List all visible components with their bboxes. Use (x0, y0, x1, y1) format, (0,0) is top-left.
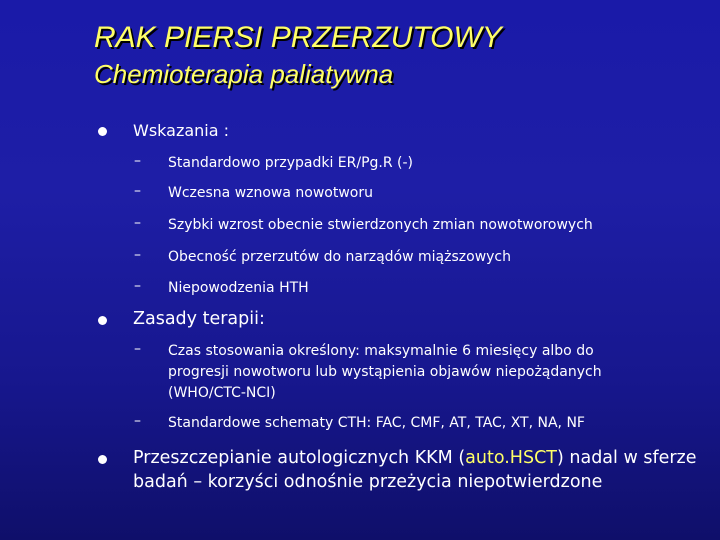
bullet-label-after: ) nadal w sferze (556, 448, 697, 468)
title-main: RAK PIERSI PRZERZUTOWY (94, 21, 502, 54)
dash-icon: – (134, 215, 141, 231)
dash-icon: – (134, 413, 141, 429)
dash-icon: – (134, 247, 141, 263)
list-item-text: Szybki wzrost obecnie stwierdzonych zmian nowotworowych (168, 217, 593, 233)
list-item-text: Standardowo przypadki ER/Pg.R (-) (168, 155, 414, 171)
dash-icon: – (134, 183, 141, 199)
list-item-text-line2: progresji nowotworu lub wystąpienia objawów niepożądanych (168, 364, 602, 380)
bullet-label: Zasady terapii: (133, 309, 265, 329)
dash-icon: – (134, 341, 141, 357)
title-subtitle: Chemioterapia paliatywna (94, 59, 394, 89)
bullet-dot-icon (98, 316, 107, 325)
dash-icon: – (134, 278, 141, 294)
list-item-text-line3: (WHO/CTC-NCI) (168, 385, 276, 401)
list-item-text: Obecność przerzutów do narządów miąższowych (168, 249, 511, 265)
list-item-text: Niepowodzenia HTH (168, 280, 309, 296)
bullet-label: Wskazania : (133, 121, 230, 140)
bullet-dot-icon (98, 127, 107, 136)
bullet-label-line1 (133, 446, 697, 470)
bullet-dot-icon (98, 455, 107, 464)
bullet-label-before: Przeszczepianie autologicznych KKM ( (133, 448, 466, 468)
list-item-text: Standardowe schematy CTH: FAC, CMF, AT, TAC, XT, NA, NF (168, 415, 585, 431)
dash-icon: – (134, 153, 141, 169)
slide-title (94, 18, 502, 90)
list-item-text: Wczesna wznowa nowotworu (168, 185, 374, 201)
list-item-text-line1: Czas stosowania określony: maksymalnie 6 miesięcy albo do (168, 343, 594, 359)
bullet-label-line2: badań – korzyści odnośnie przeżycia niepotwierdzone (133, 472, 603, 492)
highlight-term: auto.HSCT (465, 448, 557, 468)
